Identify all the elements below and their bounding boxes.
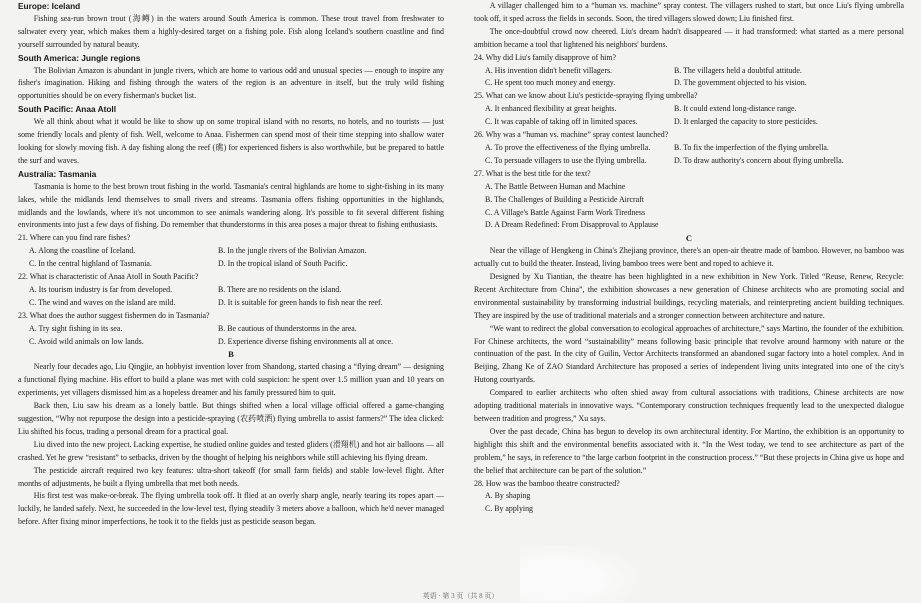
option: A. The Battle Between Human and Machine	[485, 181, 626, 191]
section-heading-tasmania: Australia: Tasmania	[18, 168, 97, 179]
page-footer: 英语 · 第 3 页（共 8 页）	[422, 592, 499, 600]
paragraph-c2: Designed by Xu Tiantian, the theatre has been highlighted in a new exhibition in New York. Titled “Reuse, Renew, Recycle: Recent Architecture from China”, the exhibition showcases a new generation of Chinese architects who are promoting social and environmental sustainability by transforming industrial buildings, recycling materials, and reinterpreting ancient building techniques. They are inspired by the use of traditional materials and a stronger connection between architecture and nature.	[474, 272, 904, 320]
option: C. Avoid wild animals on low lands.	[29, 336, 144, 346]
option: C. By applying	[485, 504, 534, 514]
paragraph-b2: Back then, Liu saw his dream as a lonely battle. But things shifted when a local village official offered a game-changing suggestion, “Why not repurpose the design into a pesticide-spraying (农药喷洒) flying umbrella to assist farmers?” The idea clicked: Liu shifted his focus, trading a personal dream for a practical goal.	[18, 401, 444, 436]
question-22-options-row-2	[18, 297, 444, 310]
question-24: 24. Why did Liu's family disapprove of him?	[474, 52, 616, 62]
question-26: 26. Why was a “human vs. machine” spray contest launched?	[474, 130, 669, 140]
option: D. In the tropical island of South Pacific.	[218, 259, 348, 269]
option: B. It could extend long-distance range.	[674, 104, 797, 114]
section-heading-south-america: South America: Jungle regions	[18, 52, 141, 63]
option: A. Along the coastline of Iceland.	[29, 246, 136, 256]
question-25-options-row-2	[474, 116, 904, 129]
option: B. Be cautious of thunderstorms in the area.	[218, 323, 357, 333]
question-26-options-row-2	[474, 155, 904, 168]
option: C. In the central highland of Tasmania.	[29, 259, 152, 269]
question-23: 23. What does the author suggest fishermen do in Tasmania?	[18, 310, 210, 320]
option: A. His invention didn't benefit villagers.	[485, 65, 612, 75]
paragraph-b1: Nearly four decades ago, Liu Qingjie, an hobbyist invention lover from Shandong, started chasing a “flying dream” — designing a functional flying machine. His effort to build a plane was met with cold suspicion: he spent over 1.5 million yuan and 10 years on experiments, yet villagers dismissed him as a hopeless dreamer and his family pressured him to quit.	[18, 362, 444, 398]
option: D. The government objected to his vision.	[674, 78, 807, 88]
question-23-options-row-1	[18, 323, 444, 336]
option: B. In the jungle rivers of the Bolivian Amazon.	[218, 246, 367, 256]
paragraph-b7: The once-doubtful crowd now cheered. Liu's dream hadn't disappeared — it had transformed: what started as a mere personal ambition became a tool that lightened his neighbors' burdens.	[474, 26, 904, 49]
option: B. There are no residents on the island.	[218, 284, 342, 294]
question-25-options-row-1	[474, 103, 904, 116]
question-26-options-row-1	[474, 142, 904, 155]
question-21: 21. Where can you find rare fishes?	[18, 233, 131, 243]
paragraph-b3: Liu dived into the new project. Lacking expertise, he studied online guides and tested gliders (滑翔机) and hot air balloons — all crashed. Yet he grew “resistant” to setbacks, driven by the thought of helping his neighbors while still achieving his flying dream.	[18, 439, 444, 462]
option: C. The wind and waves on the island are mild.	[29, 297, 176, 307]
option: D. It enlarged the capacity to store pesticides.	[674, 117, 818, 127]
question-23-options-row-2	[18, 336, 444, 349]
section-label-c: C	[685, 233, 693, 244]
option: A. It enhanced flexibility at great heights.	[485, 104, 617, 114]
question-28: 28. How was the bamboo theatre constructed?	[474, 478, 620, 488]
paragraph-c1: Near the village of Hengkeng in China's Zhejiang province, there's an open-air theatre made of bamboo. However, no bamboo was actually cut to build the theater. Instead, living bamboo trees were bent and roped to achieve it.	[474, 246, 904, 269]
paragraph-iceland: Fishing sea-run brown trout (海鳟) in the waters around South America is common. These trout travel from freshwater to saltwater every year, which makes them a highly-desired target on a fishing pole. Fish along Iceland's southern coastline and find yourself surrounded by natural beauty.	[18, 13, 444, 49]
paragraph-south-america: The Bolivian Amazon is abundant in jungle rivers, which are home to various odd and unusual species — enough to inspire any fisher's imagination. Hiking and fishing through the waters of the region is an adventure in itself, but the truly wild fishing opportunities should be on every fisherman's bucket list.	[18, 65, 444, 101]
right-column	[474, 0, 904, 516]
option: B. To fix the imperfection of the flying umbrella.	[674, 142, 829, 152]
option: A. Try sight fishing in its sea.	[29, 323, 123, 333]
option: A. Its tourism industry is far from developed.	[29, 284, 173, 294]
left-column	[18, 0, 444, 529]
option: B. The villagers held a doubtful attitude.	[674, 65, 802, 75]
paragraph-anaa: We all think about what it would be like to show up on some tropical island with no resorts, no hotels, and no tourists — just some friendly locals and plenty of fish. Well, welcome to Anaa. Fishermen can spend most of their time stepping into shallow water looking for slowly moving fish. A day fishing along the reef (礁) for experienced fishers is also worthwhile, but be prepared to battle the surf and waves.	[18, 117, 444, 165]
question-22-options-row-1	[18, 284, 444, 297]
paragraph-b4: The pesticide aircraft required two key features: ultra-short takeoff (for small farm fields) and stable low-level flight. After months of adjustments, he built a flying umbrella that met both needs.	[18, 465, 444, 488]
option: D. It is suitable for green hands to fish near the reef.	[218, 297, 383, 307]
option: C. He spent too much money and energy.	[485, 78, 616, 88]
paragraph-b5: His first test was make-or-break. The flying umbrella took off. It flied at an overly sharp angle, nearly tearing its ropes apart — luckily, he landed safely. Next, he succeeded in the low-level test, flying steadily 3 meters above a balloon, which he'd never managed before. After fixing minor imperfections, he took it to the fields just as pesticide season began.	[18, 491, 444, 527]
option: D. Experience diverse fishing environments all at once.	[218, 336, 394, 346]
option: D. A Dream Redefined: From Disapproval to Applause	[485, 220, 659, 230]
question-24-options-row-1	[474, 65, 904, 78]
option: D. To draw authority's concern about flying umbrella.	[674, 155, 844, 165]
option: C. It was capable of taking off in limited spaces.	[485, 117, 638, 127]
paragraph-c4: Compared to earlier architects who often shied away from cultural associations with traditions, Chinese architects are now adopting traditional materials in innovative ways. “Contemporary construction techniques frequently lead to the unexpected dialogue between tradition and progress,” Xu says.	[474, 388, 904, 423]
paragraph-b6: A villager challenged him to a “human vs. machine” spray contest. The villagers rushed to start, but once Liu's flying umbrella took off, it sped across the fields in seconds. Soon, the tired villagers slowed down; Liu finished first.	[474, 1, 904, 23]
option: C. A Village's Battle Against Farm Work Tiredness	[485, 207, 646, 217]
option: B. The Challenges of Building a Pesticide Aircraft	[485, 194, 644, 204]
question-27: 27. What is the best title for the text?	[474, 168, 591, 178]
option: A. By shaping	[485, 491, 531, 501]
question-21-options-row-1	[18, 245, 444, 258]
paragraph-c5: Over the past decade, China has begun to develop its own architectural identity. For Martino, the exhibition is an opportunity to highlight this shift and the environmental benefits associated with it. “In the West today, we tend to see architecture as part of the problem,” he says, in reference to “the large carbon footprint in the construction process.” “But these projects in China give us hope and the belief that architecture can be part of the solution.”	[474, 426, 904, 475]
paragraph-c3: “We want to redirect the global conversation to ecological approaches of architecture,” says Martino, the founder of the exhibition. For Chinese architects, the word “sustainability” means following basic principle that revolve around harmony with nature or the continuation of the past. In the city of Guilin, Vector Architects transformed an abandoned sugar factory into a hotel complex. And in Beijing, Zhang Ke of ZAO Standard Architecture has proposed a series of independent living units integrated into one of the city's Hutong courtyards.	[474, 323, 904, 385]
question-24-options-row-2	[474, 77, 904, 90]
section-heading-anaa: South Pacific: Anaa Atoll	[18, 104, 117, 115]
paragraph-tasmania: Tasmania is home to the best brown trout fishing in the world. Tasmania's central highlands are home to sight-fishing in its many lakes, while the midlands lend themselves to small rivers and streams. Tasmania offers fishing opportunities in the highlands, midlands and the lowlands, where it's not uncommon to see animals wandering along. It's possible to fit several different fishing environments into just a few days of fishing. Do remember that thunderstorms in this area poses a major threat to fishing enthusiasts.	[18, 181, 444, 230]
question-25: 25. What can we know about Liu's pesticide-spraying flying umbrella?	[474, 91, 698, 101]
section-heading-iceland: Europe: Iceland	[18, 1, 81, 11]
question-21-options-row-2	[18, 258, 444, 271]
section-label-b: B	[228, 349, 234, 360]
option: C. To persuade villagers to use the flying umbrella.	[485, 155, 647, 165]
option: A. To prove the effectiveness of the flying umbrella.	[485, 142, 651, 152]
question-22: 22. What is characteristic of Anaa Atoll in South Pacific?	[18, 272, 199, 282]
